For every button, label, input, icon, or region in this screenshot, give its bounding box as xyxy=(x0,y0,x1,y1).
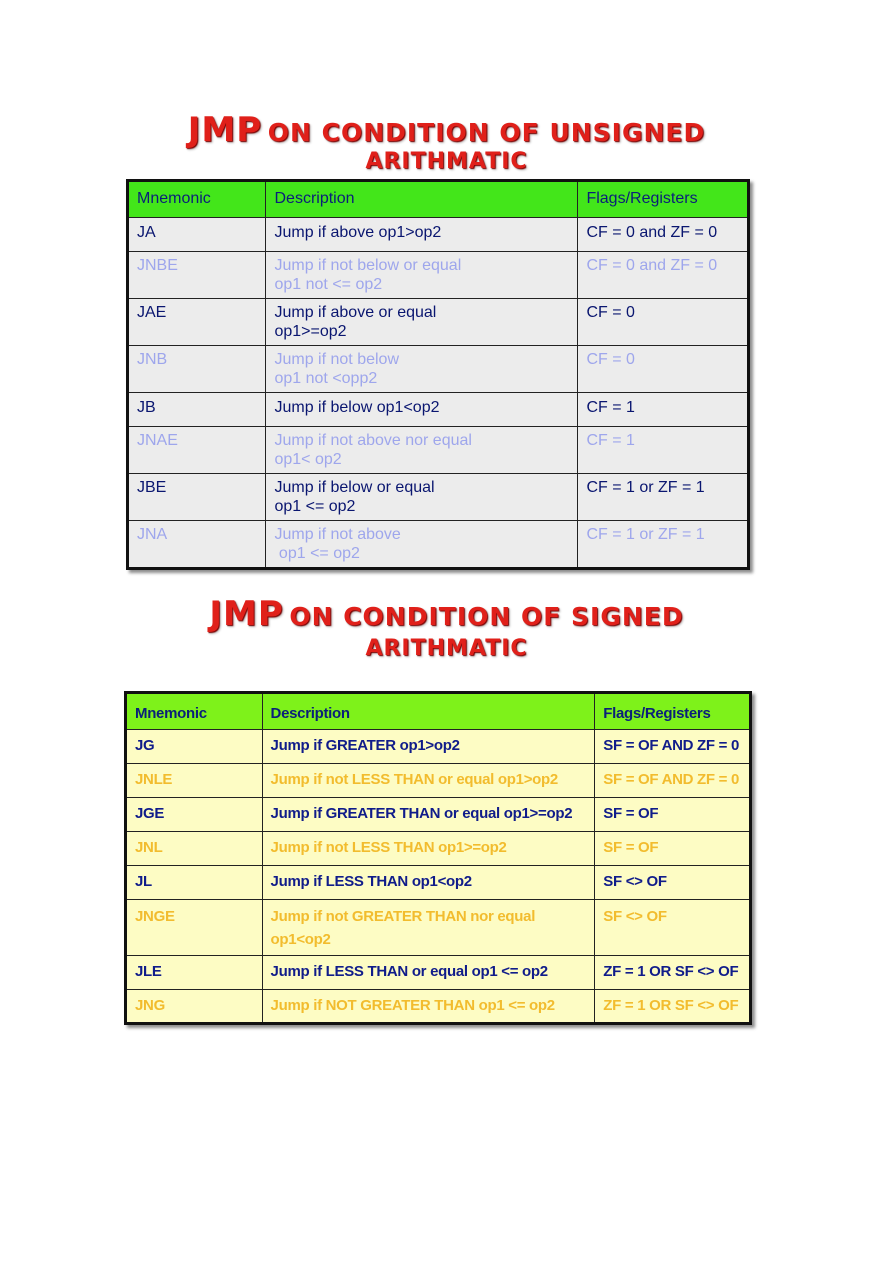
description-line-2: op1<op2 xyxy=(270,931,331,948)
description-cell xyxy=(262,866,595,900)
mnemonic-cell: JNGE xyxy=(126,900,263,956)
mnemonic-cell: JNLE xyxy=(126,764,263,798)
flags-cell: SF = OF xyxy=(595,798,751,832)
description-line-1: Jump if NOT GREATER THAN op1 <= op2 xyxy=(270,997,555,1014)
signed-title-rest: ON CONDITION OF SIGNED xyxy=(289,602,684,631)
description-cell xyxy=(266,252,578,299)
description-line-2: op1 not <opp2 xyxy=(274,370,378,387)
description-line-1: Jump if not below xyxy=(274,351,399,368)
flags-cell: CF = 0 xyxy=(578,299,749,346)
mnemonic-cell: JL xyxy=(126,866,263,900)
table-row xyxy=(126,730,751,764)
description-line-2: op1>=op2 xyxy=(274,323,347,340)
table-row xyxy=(128,427,749,474)
table-row xyxy=(128,346,749,393)
table-row xyxy=(126,866,751,900)
flags-cell: SF = OF AND ZF = 0 xyxy=(595,730,751,764)
mnemonic-cell: JNL xyxy=(126,832,263,866)
description-cell xyxy=(266,299,578,346)
header-flags: Flags/Registers xyxy=(578,181,749,218)
description-cell xyxy=(262,956,595,990)
mnemonic-cell: JBE xyxy=(128,474,266,521)
description-line-1: Jump if GREATER THAN or equal op1>=op2 xyxy=(270,805,573,822)
flags-cell: ZF = 1 OR SF <> OF xyxy=(595,956,751,990)
table-row xyxy=(128,521,749,569)
mnemonic-cell: JAE xyxy=(128,299,266,346)
table-row xyxy=(128,299,749,346)
flags-cell: CF = 0 xyxy=(578,346,749,393)
mnemonic-cell: JNA xyxy=(128,521,266,569)
table-row xyxy=(128,474,749,521)
description-line-1: Jump if above op1>op2 xyxy=(274,224,442,241)
table-row xyxy=(126,798,751,832)
mnemonic-cell: JNG xyxy=(126,990,263,1024)
description-cell xyxy=(266,427,578,474)
unsigned-section-title xyxy=(0,110,893,150)
description-cell xyxy=(266,474,578,521)
table-row xyxy=(126,832,751,866)
description-cell xyxy=(262,832,595,866)
description-cell xyxy=(266,346,578,393)
table-header-row xyxy=(126,693,751,730)
signed-title-jmp: JMP xyxy=(209,594,284,634)
flags-cell: SF = OF AND ZF = 0 xyxy=(595,764,751,798)
description-cell xyxy=(262,764,595,798)
description-cell xyxy=(266,218,578,252)
description-cell xyxy=(262,798,595,832)
table-row xyxy=(126,956,751,990)
description-line-1: Jump if GREATER op1>op2 xyxy=(270,737,460,754)
mnemonic-cell: JB xyxy=(128,393,266,427)
mnemonic-cell: JNAE xyxy=(128,427,266,474)
signed-section-subtitle: ARITHMATIC xyxy=(365,636,528,661)
header-flags: Flags/Registers xyxy=(595,693,751,730)
description-line-2: op1< op2 xyxy=(274,451,342,468)
table-row xyxy=(126,990,751,1024)
description-line-1: Jump if not above xyxy=(274,526,401,543)
mnemonic-cell: JNB xyxy=(128,346,266,393)
description-line-1: Jump if not LESS THAN or equal op1>op2 xyxy=(270,771,558,788)
table-row xyxy=(128,393,749,427)
table-row xyxy=(128,218,749,252)
table-header-row xyxy=(128,181,749,218)
description-cell xyxy=(262,990,595,1024)
flags-cell: CF = 0 and ZF = 0 xyxy=(578,218,749,252)
flags-cell: CF = 1 or ZF = 1 xyxy=(578,521,749,569)
description-line-1: Jump if below or equal xyxy=(274,479,435,496)
unsigned-jump-table xyxy=(126,179,750,570)
table-row xyxy=(128,252,749,299)
mnemonic-cell: JLE xyxy=(126,956,263,990)
description-cell xyxy=(262,900,595,956)
table-row xyxy=(126,764,751,798)
description-line-1: Jump if not GREATER THAN nor equal xyxy=(270,908,536,925)
mnemonic-cell: JG xyxy=(126,730,263,764)
description-cell xyxy=(266,521,578,569)
header-description: Description xyxy=(266,181,578,218)
description-line-1: Jump if not below or equal xyxy=(274,257,462,274)
description-line-1: Jump if LESS THAN or equal op1 <= op2 xyxy=(270,963,548,980)
mnemonic-cell: JGE xyxy=(126,798,263,832)
description-line-1: Jump if above or equal xyxy=(274,304,437,321)
description-cell xyxy=(262,730,595,764)
description-line-1: Jump if LESS THAN op1<op2 xyxy=(270,873,472,890)
description-line-2: op1 <= op2 xyxy=(274,545,360,562)
description-line-1: Jump if not LESS THAN op1>=op2 xyxy=(270,839,507,856)
description-line-2: op1 <= op2 xyxy=(274,498,356,515)
flags-cell: CF = 1 xyxy=(578,427,749,474)
unsigned-title-jmp: JMP xyxy=(187,110,263,150)
description-cell xyxy=(266,393,578,427)
unsigned-title-rest: ON CONDITION OF UNSIGNED xyxy=(267,118,706,147)
description-line-1: Jump if below op1<op2 xyxy=(274,399,440,416)
description-line-1: Jump if not above nor equal xyxy=(274,432,472,449)
flags-cell: SF <> OF xyxy=(595,900,751,956)
header-mnemonic: Mnemonic xyxy=(128,181,266,218)
flags-cell: CF = 0 and ZF = 0 xyxy=(578,252,749,299)
flags-cell: CF = 1 xyxy=(578,393,749,427)
flags-cell: CF = 1 or ZF = 1 xyxy=(578,474,749,521)
signed-section-title xyxy=(0,594,893,634)
header-mnemonic: Mnemonic xyxy=(126,693,263,730)
description-line-2: op1 not <= op2 xyxy=(274,276,383,293)
unsigned-section-subtitle: ARITHMATIC xyxy=(365,149,528,174)
table-row xyxy=(126,900,751,956)
mnemonic-cell: JNBE xyxy=(128,252,266,299)
header-description: Description xyxy=(262,693,595,730)
flags-cell: ZF = 1 OR SF <> OF xyxy=(595,990,751,1024)
flags-cell: SF = OF xyxy=(595,832,751,866)
flags-cell: SF <> OF xyxy=(595,866,751,900)
signed-jump-table xyxy=(124,691,752,1025)
mnemonic-cell: JA xyxy=(128,218,266,252)
